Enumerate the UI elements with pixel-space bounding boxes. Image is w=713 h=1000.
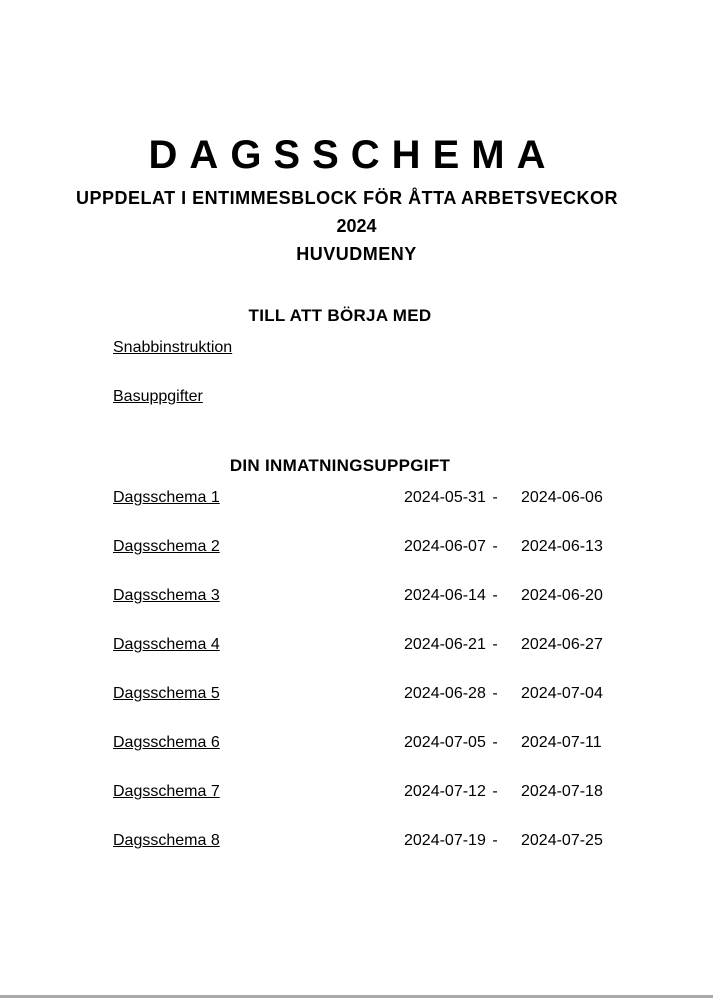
link-dagsschema-5[interactable]: Dagsschema 5 <box>113 685 220 702</box>
end-date: 2024-07-11 <box>521 734 602 751</box>
schedule-row-5 <box>0 684 713 704</box>
start-date: 2024-07-19 <box>404 832 486 849</box>
end-date: 2024-07-25 <box>521 832 603 849</box>
end-date: 2024-07-18 <box>521 783 603 800</box>
link-dagsschema-6[interactable]: Dagsschema 6 <box>113 734 220 751</box>
start-date: 2024-07-05 <box>404 734 486 751</box>
main-menu-label: HUVUDMENY <box>296 244 417 264</box>
start-date: 2024-06-28 <box>404 685 486 702</box>
schedule-row-6 <box>0 733 713 753</box>
link-snabbinstruktion[interactable]: Snabbinstruktion <box>113 339 233 356</box>
link-dagsschema-7[interactable]: Dagsschema 7 <box>113 783 220 800</box>
link-dagsschema-2[interactable]: Dagsschema 2 <box>113 538 220 555</box>
page-title: DAGSSCHEMA <box>148 133 558 177</box>
date-separator: - <box>492 832 498 849</box>
end-date: 2024-06-27 <box>521 636 603 653</box>
schedule-row-8 <box>0 831 713 851</box>
date-separator: - <box>492 685 498 702</box>
link-dagsschema-3[interactable]: Dagsschema 3 <box>113 587 220 604</box>
link-dagsschema-1[interactable]: Dagsschema 1 <box>113 489 220 506</box>
date-separator: - <box>492 538 498 555</box>
link-dagsschema-4[interactable]: Dagsschema 4 <box>113 636 220 653</box>
bottom-divider-bar <box>0 995 713 998</box>
schedule-row-2 <box>0 537 713 557</box>
end-date: 2024-06-13 <box>521 538 603 555</box>
schedule-row-3 <box>0 586 713 606</box>
start-date: 2024-06-07 <box>404 538 486 555</box>
link-dagsschema-8[interactable]: Dagsschema 8 <box>113 832 220 849</box>
date-separator: - <box>492 734 498 751</box>
schedule-row-1 <box>0 488 713 508</box>
date-separator: - <box>492 636 498 653</box>
start-date: 2024-05-31 <box>404 489 486 506</box>
link-basuppgifter[interactable]: Basuppgifter <box>113 388 203 405</box>
end-date: 2024-06-20 <box>521 587 603 604</box>
end-date: 2024-07-04 <box>521 685 603 702</box>
page-subtitle: UPPDELAT I ENTIMMESBLOCK FÖR ÅTTA ARBETSVECKOR <box>76 188 618 208</box>
schedule-row-7 <box>0 782 713 802</box>
date-separator: - <box>492 783 498 800</box>
section-heading-input: DIN INMATNINGSUPPGIFT <box>229 456 451 475</box>
end-date: 2024-06-06 <box>521 489 603 506</box>
section-heading-start: TILL ATT BÖRJA MED <box>248 306 432 325</box>
start-date: 2024-07-12 <box>404 783 486 800</box>
date-separator: - <box>492 489 498 506</box>
schedule-row-4 <box>0 635 713 655</box>
date-separator: - <box>492 587 498 604</box>
year-label: 2024 <box>336 216 377 236</box>
start-date: 2024-06-14 <box>404 587 486 604</box>
start-date: 2024-06-21 <box>404 636 486 653</box>
